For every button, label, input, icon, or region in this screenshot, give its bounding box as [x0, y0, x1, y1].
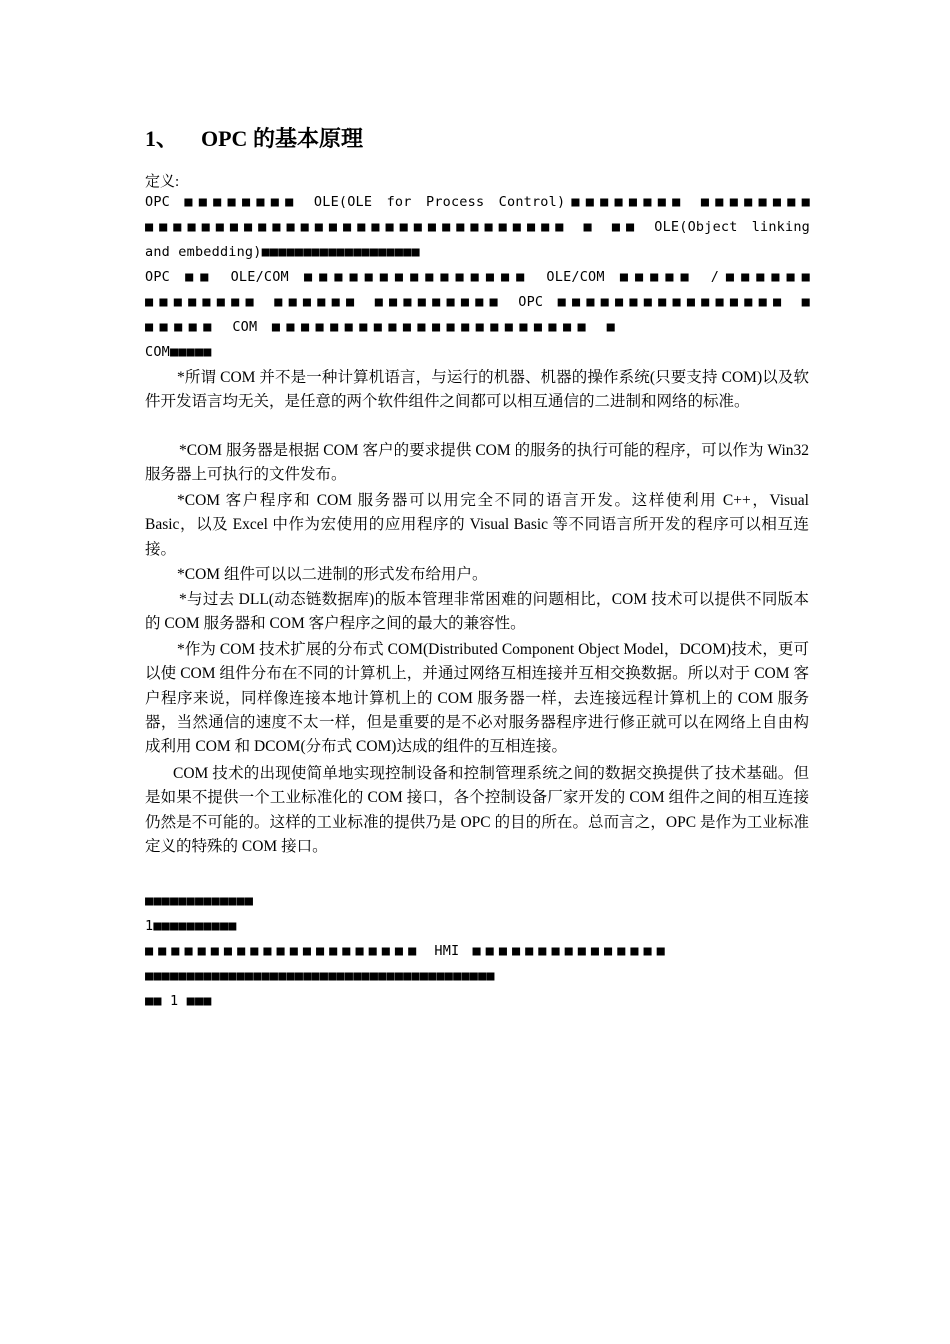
garbled-line: ■■ 1 ■■■ — [145, 993, 212, 1009]
paragraph: COM 技术的出现使简单地实现控制设备和控制管理系统之间的数据交换提供了技术基础。但是如果不提供一个工业标准化的 COM 接口，各个控制设备厂家开发的 COM 组件之间的相互连接仍然是不可能的。这样的工业标准的提供乃是 OPC 的目的所在。总而言之，OPC 是作为工业标准定义的特殊的 COM 接口。 — [145, 765, 809, 855]
garbled-line: ■■■■■■■■■■■■■ — [145, 893, 254, 909]
paragraph: *COM 客户程序和 COM 服务器可以用完全不同的语言开发。这样使利用 C++，Visual Basic，以及 Excel 中作为宏使用的应用程序的 Visual Basic 等不同语言所开发的程序可以相互连接。 — [145, 492, 809, 558]
garbled-line: ■■■■■■■■■■■■■■■■■■■■■■■■■■■■■■ ■ ■■ OLE(Object linking — [145, 219, 810, 235]
paragraph: *与过去 DLL(动态链数据库)的版本管理非常困难的问题相比，COM 技术可以提供不同版本的 COM 服务器和 COM 客户程序之间的最大的兼容性。 — [145, 591, 809, 633]
section-heading — [145, 122, 363, 153]
paragraph: *作为 COM 技术扩展的分布式 COM(Distributed Component Object Model，DCOM)技术，更可以使 COM 组件分布在不同的计算机上，并通过网络互相连接并互相交换数据。所以对于 COM 客户程序来说，同样像连接本地计算机上的 COM 服务器一样，去连接远程计算机上的 COM 服务器，当然通信的速度不太一样，但是重要的是不必对服务器程序进行修正就可以在网络上自由构成利用 COM 和 DCOM(分布式 COM)达成的组件的互相连接。 — [145, 641, 809, 756]
garbled-line: ■■■■■ COM ■■■■■■■■■■■■■■■■■■■■■■ ■ — [145, 319, 615, 335]
garbled-line: OPC ■■■■■■■■ OLE(OLE for Process Control)■■■■■■■■ ■■■■■■■■ — [145, 194, 810, 210]
garbled-line: ■■■■■■■■ ■■■■■■ ■■■■■■■■■ OPC ■■■■■■■■■■■■■■■■ ■ — [145, 294, 810, 310]
section-title: OPC 的基本原理 — [201, 126, 363, 151]
paragraph: *所谓 COM 并不是一种计算机语言，与运行的机器、机器的操作系统(只要支持 COM)以及软件开发语言均无关，是任意的两个软件组件之间都可以相互通信的二进制和网络的标准。 — [145, 369, 809, 411]
garbled-line: OPC ■■ OLE/COM ■■■■■■■■■■■■■■■ OLE/COM ■■■■■ /■■■■■■ — [145, 269, 810, 285]
definition-label: 定义: — [145, 174, 180, 190]
section-number: 1、 — [145, 126, 179, 151]
garbled-line: and embedding)■■■■■■■■■■■■■■■■■■■ — [145, 244, 420, 260]
paragraph: *COM 服务器是根据 COM 客户的要求提供 COM 的服务的执行可能的程序，可以作为 Win32 服务器上可执行的文件发布。 — [145, 442, 809, 484]
garbled-line: ■■■■■■■■■■■■■■■■■■■■■■■■■■■■■■■■■■■■■■■■■■ — [145, 968, 495, 984]
garbled-line: COM■■■■■ — [145, 344, 212, 360]
paragraph: *COM 组件可以以二进制的形式发布给用户。 — [177, 566, 488, 583]
garbled-line: 1■■■■■■■■■■ — [145, 918, 237, 934]
garbled-line: ■■■■■■■■■■■■■■■■■■■■■ HMI ■■■■■■■■■■■■■■■ — [145, 943, 665, 959]
